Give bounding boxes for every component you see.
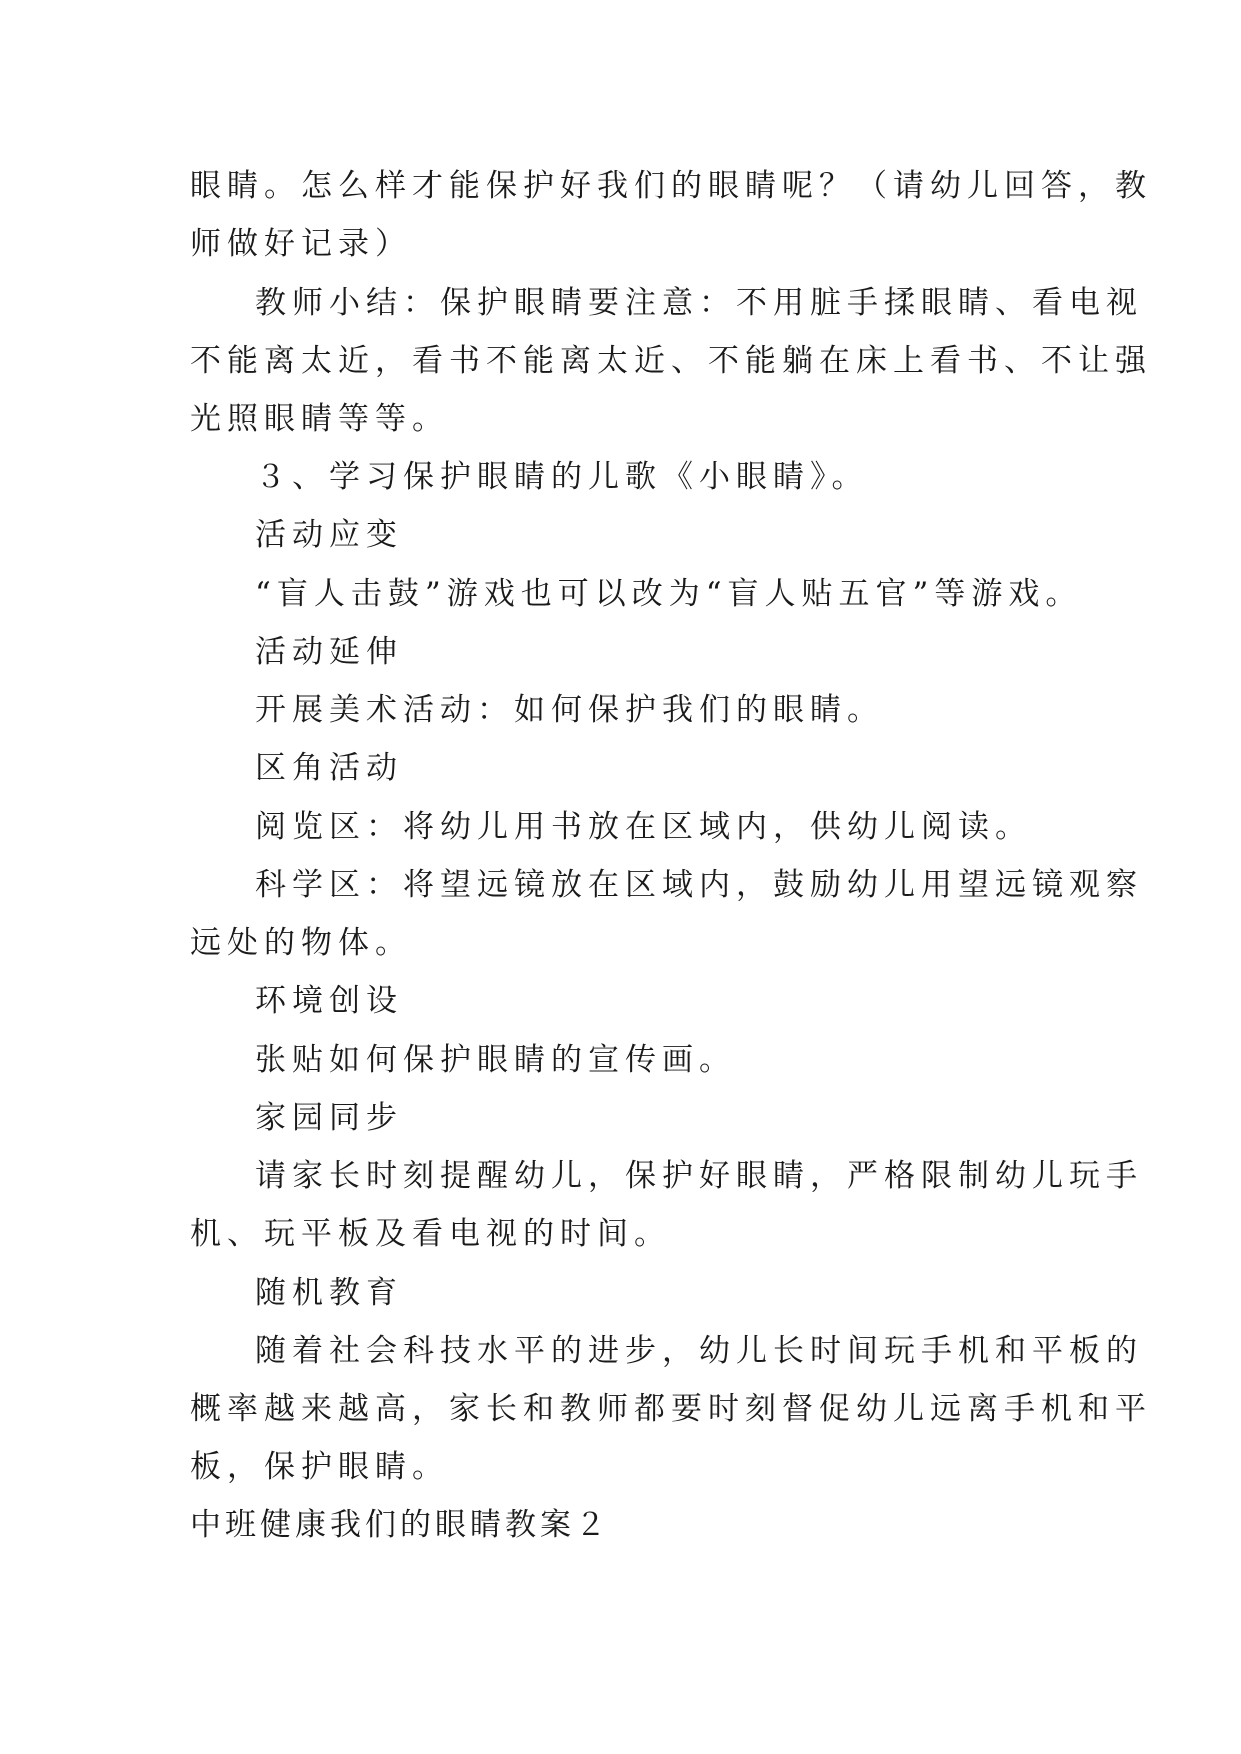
paragraph-line: 不能离太近，看书不能离太近、不能躺在床上看书、不让强 — [190, 343, 1152, 379]
section-label: 家园同步 — [255, 1100, 403, 1136]
section-label: 随机教育 — [255, 1275, 403, 1311]
paragraph-line: 远处的物体。 — [190, 925, 412, 961]
paragraph-line: 教师小结：保护眼睛要注意：不用脏手揉眼睛、看电视 — [255, 285, 1143, 321]
section-label: 环境创设 — [255, 983, 403, 1019]
paragraph-line: 阅览区：将幼儿用书放在区域内，供幼儿阅读。 — [255, 809, 1032, 845]
paragraph-line: 概率越来越高，家长和教师都要时刻督促幼儿远离手机和平 — [190, 1391, 1152, 1427]
paragraph-line: 开展美术活动：如何保护我们的眼睛。 — [255, 692, 884, 728]
paragraph-line: 光照眼睛等等。 — [190, 401, 449, 437]
paragraph-line: “盲人击鼓”游戏也可以改为“盲人贴五官”等游戏。 — [255, 576, 1083, 612]
paragraph-line: 师做好记录） — [190, 226, 412, 262]
section-label: 活动应变 — [255, 517, 403, 553]
paragraph-line: 请家长时刻提醒幼儿，保护好眼睛，严格限制幼儿玩手 — [255, 1158, 1143, 1194]
paragraph-line: 随着社会科技水平的进步，幼儿长时间玩手机和平板的 — [255, 1333, 1143, 1369]
paragraph-line: 机、玩平板及看电视的时间。 — [190, 1216, 671, 1252]
section-label: 区角活动 — [255, 750, 403, 786]
paragraph-line: 板，保护眼睛。 — [190, 1449, 449, 1485]
paragraph-line: 张贴如何保护眼睛的宣传画。 — [255, 1042, 736, 1078]
paragraph-line: 眼睛。怎么样才能保护好我们的眼睛呢？（请幼儿回答，教 — [190, 168, 1152, 204]
section-title: 中班健康我们的眼睛教案２ — [190, 1507, 610, 1543]
paragraph-line: 科学区：将望远镜放在区域内，鼓励幼儿用望远镜观察 — [255, 867, 1143, 903]
section-label: 活动延伸 — [255, 634, 403, 670]
paragraph-line: ３、学习保护眼睛的儿歌《小眼睛》。 — [255, 459, 869, 495]
